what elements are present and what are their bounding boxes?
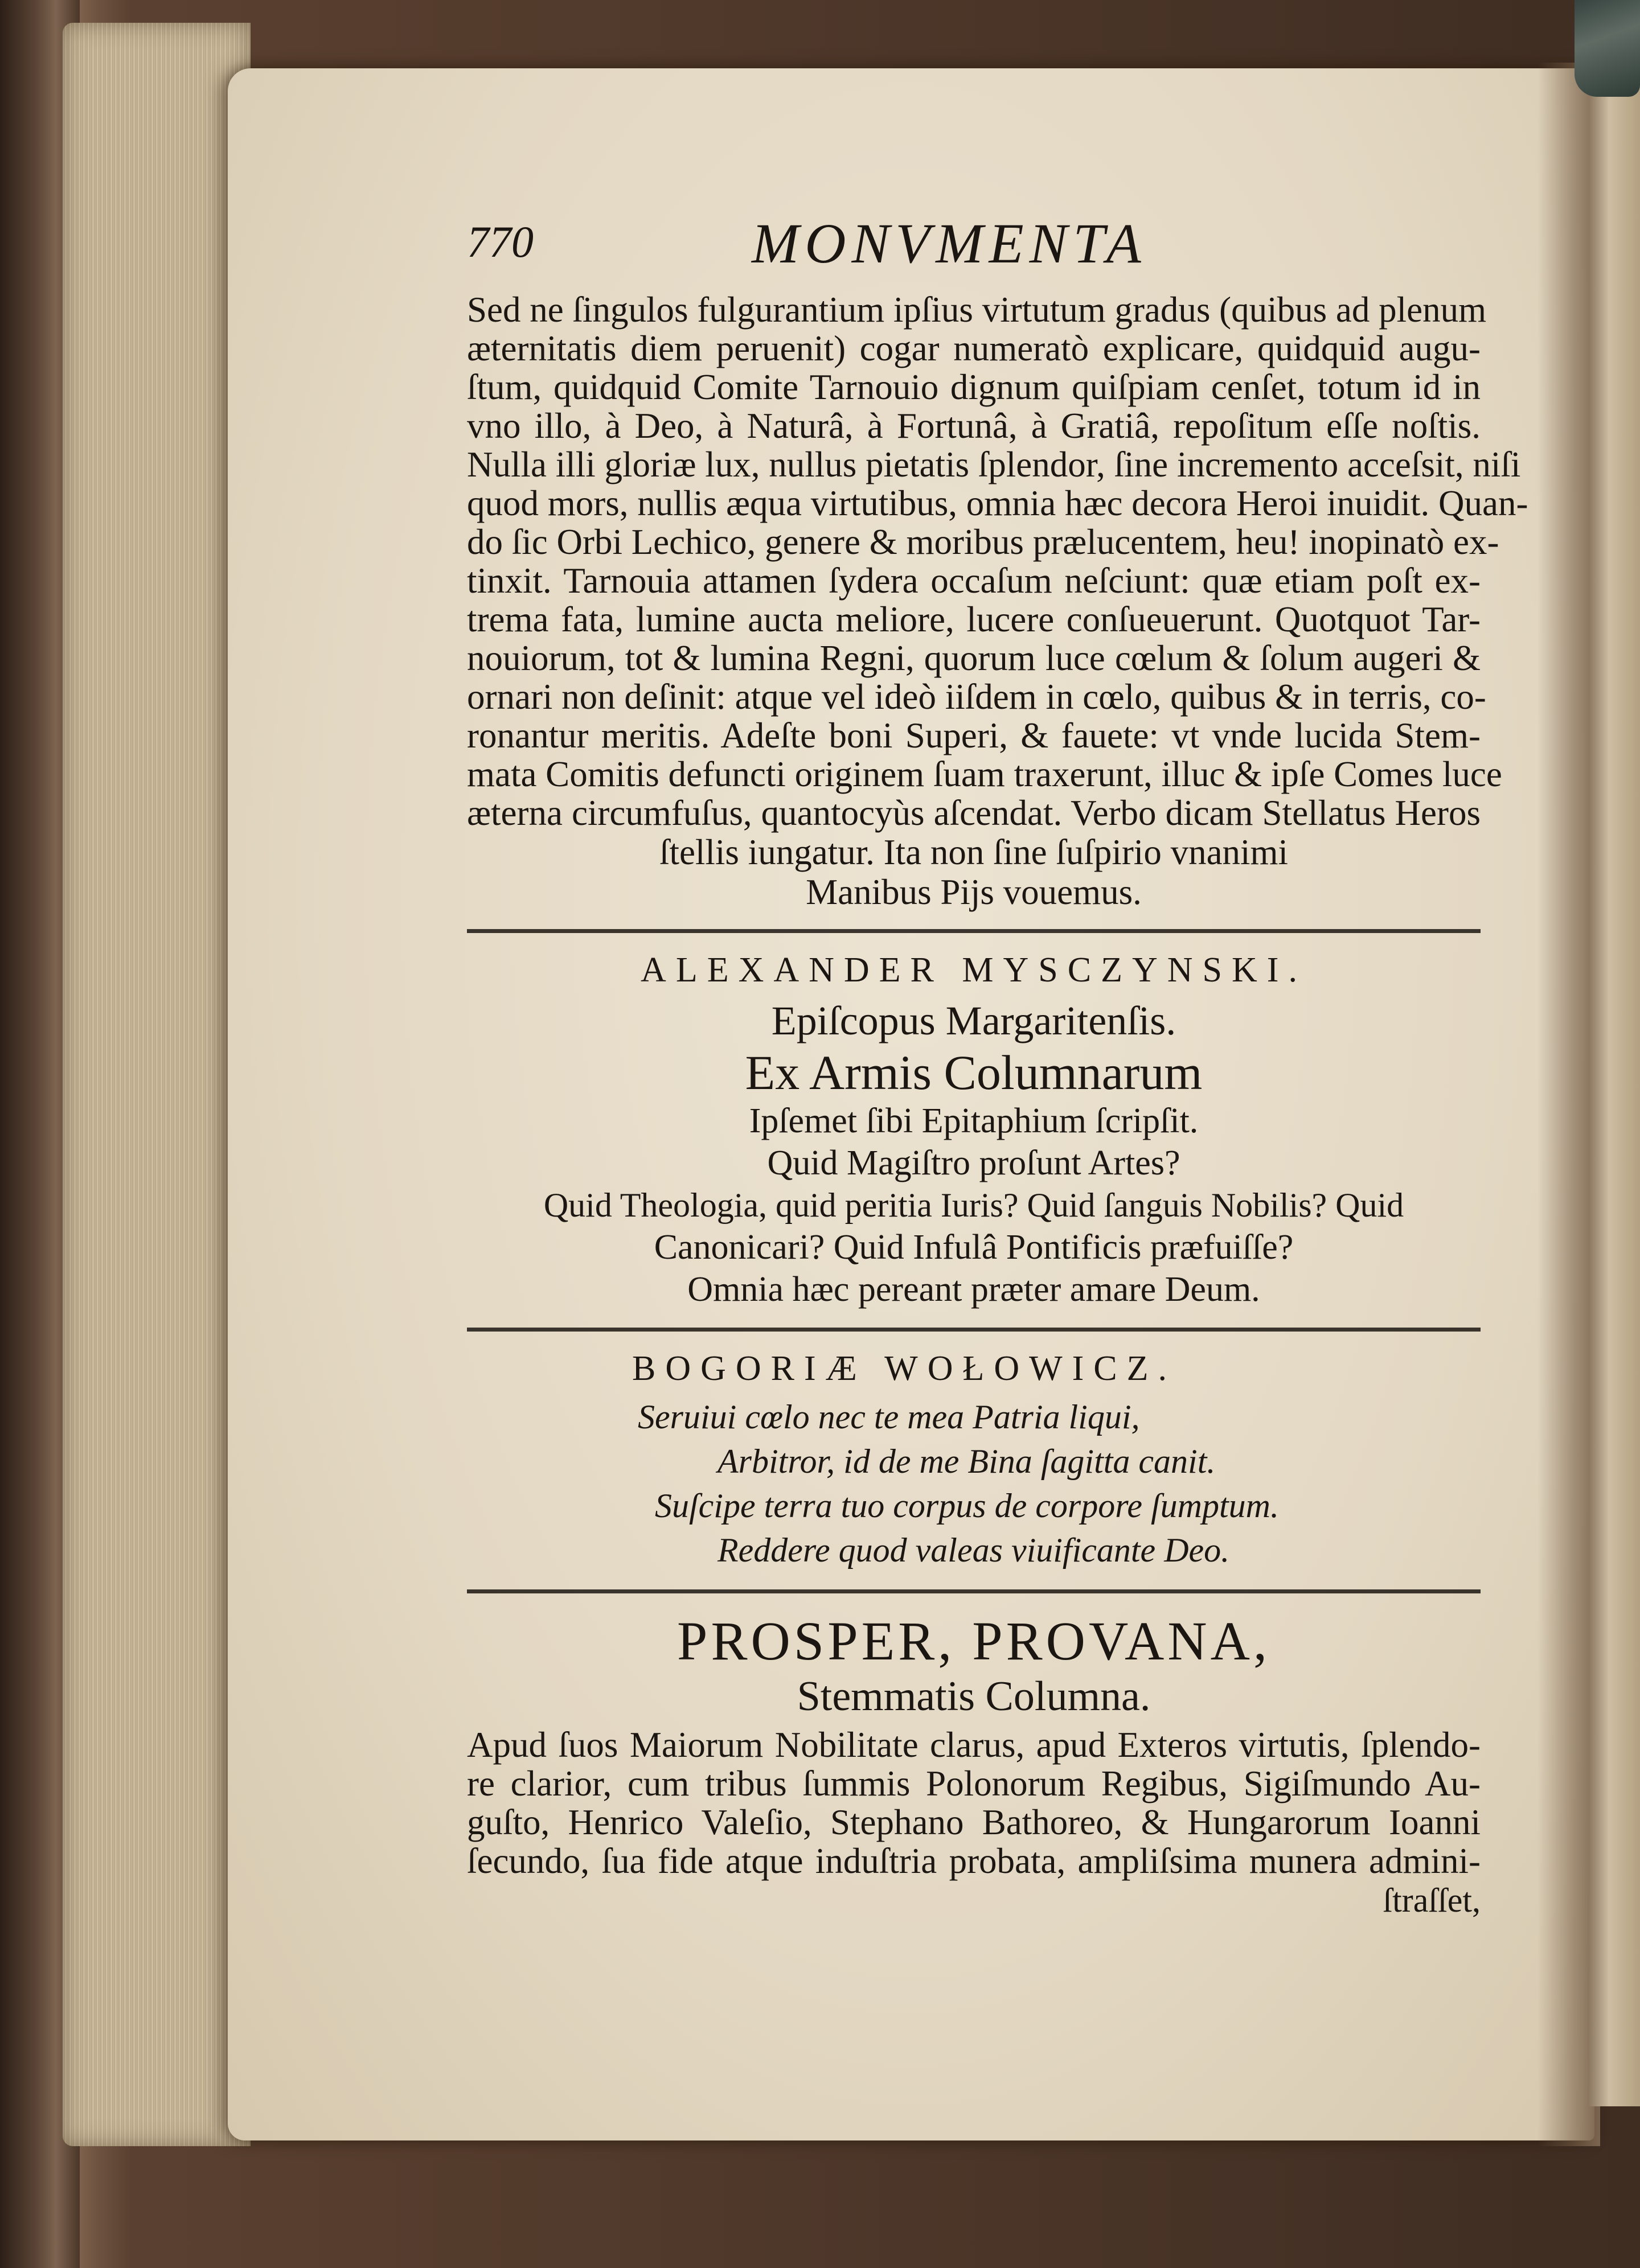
section-1-text <box>467 290 1528 833</box>
epitaph-line: Omnia hæc pereant præter amare Deum. <box>687 1270 1260 1309</box>
text-line: re clarior, cum tribus ſummis Polonorum Regibus, Sigiſmundo Au- <box>467 1764 1481 1803</box>
closing-line: Manibus Pijs vouemus. <box>806 872 1142 912</box>
catchword: ſtraſſet, <box>1383 1881 1481 1919</box>
text-line: guſto, Henrico Valeſio, Stephano Bathoreo, & Hungarorum Ioanni <box>467 1802 1481 1842</box>
text-line: tinxit. Tarnouia attamen ſydera occaſum neſciunt: quæ etiam poſt ex- <box>467 561 1481 601</box>
text-line: Apud ſuos Maiorum Nobilitate clarus, apud Exteros virtutis, ſplendo- <box>467 1725 1481 1765</box>
epitaph-line: Quid Magiſtro proſunt Artes? <box>767 1144 1180 1182</box>
section-4-text <box>467 1725 1481 1880</box>
text-line: ſecundo, ſua fide atque induſtria probata, ampliſsima munera admini- <box>467 1841 1481 1881</box>
text-line: do ſic Orbi Lechico, genere & moribus prælucentem, heu! inopinatò ex- <box>467 522 1499 562</box>
text-line: æterna circumfuſus, quantocyùs aſcendat. Verbo dicam Stellatus Heros <box>467 793 1481 833</box>
section-2-name: ALEXANDER MYSCZYNSKI. <box>641 951 1307 989</box>
text-line: trema fata, lumine aucta meliore, lucere conſueuerunt. Quotquot Tar- <box>467 599 1481 639</box>
epitaph-line: Canonicari? Quid Infulâ Pontificis præfuiſſe? <box>654 1228 1294 1267</box>
page-edges <box>63 23 251 2146</box>
section-4-name: PROSPER, PROVANA, <box>677 1610 1270 1671</box>
text-line: vno illo, à Deo, à Naturâ, à Fortunâ, à Gratiâ, repoſitum eſſe noſtis. <box>467 406 1481 446</box>
section-2-intro: Ipſemet ſibi Epitaphium ſcripſit. <box>749 1102 1199 1140</box>
section-divider <box>467 1328 1481 1332</box>
page-number: 770 <box>467 217 534 266</box>
text-line: æternitatis diem peruenit) cogar numeratò explicare, quidquid augu- <box>467 328 1481 368</box>
verse-line: Reddere quod valeas viuificante Deo. <box>718 1531 1230 1569</box>
verse-line: Arbitror, id de me Bina ſagitta canit. <box>718 1443 1216 1480</box>
ribbon-bookmark <box>1575 0 1640 97</box>
text-line: ornari non deſinit: atque vel ideò iiſdem in cœlo, quibus & in terris, co- <box>467 677 1486 717</box>
section-divider <box>467 929 1481 933</box>
text-line: ronantur meritis. Adeſte boni Superi, & fauete: vt vnde lucida Stem- <box>467 716 1481 755</box>
text-line: mata Comitis defuncti originem ſuam traxerunt, illuc & ipſe Comes luce <box>467 754 1502 794</box>
text-line: Sed ne ſingulos fulgurantium ipſius virtutum gradus (quibus ad plenum <box>467 290 1487 330</box>
verse-line: Seruiui cœlo nec te mea Patria liqui, <box>638 1398 1140 1436</box>
epitaph-line: Quid Theologia, quid peritia Iuris? Quid ſanguis Nobilis? Quid <box>543 1186 1404 1224</box>
text-line: nouiorum, tot & lumina Regni, quorum luce cœlum & ſolum augeri & <box>467 638 1481 678</box>
facing-page-edge <box>1589 80 1640 2106</box>
verse-line: Suſcipe terra tuo corpus de corpore ſumptum. <box>655 1487 1279 1525</box>
section-3-verse <box>467 1395 1481 1572</box>
section-3-name: BOGORIÆ WOŁOWICZ. <box>632 1349 1177 1388</box>
section-2-arms: Ex Armis Columnarum <box>745 1045 1203 1100</box>
page-content <box>467 205 1528 1920</box>
text-line: quod mors, nullis æqua virtutibus, omnia hæc decora Heroi inuidit. Quan- <box>467 483 1528 523</box>
running-title: MONVMENTA <box>752 212 1147 275</box>
running-head <box>467 205 1481 290</box>
closing-line: ſtellis iungatur. Ita non ſine ſuſpirio vnanimi <box>659 832 1289 872</box>
section-divider <box>467 1589 1481 1593</box>
text-line: Nulla illi gloriæ lux, nullus pietatis ſplendor, ſine incremento acceſsit, niſi <box>467 445 1521 484</box>
text-line: ſtum, quidquid Comite Tarnouio dignum quiſpiam cenſet, totum id in <box>467 367 1481 407</box>
section-2-title: Epiſcopus Margaritenſis. <box>771 998 1176 1043</box>
section-4-title: Stemmatis Columna. <box>797 1673 1151 1720</box>
